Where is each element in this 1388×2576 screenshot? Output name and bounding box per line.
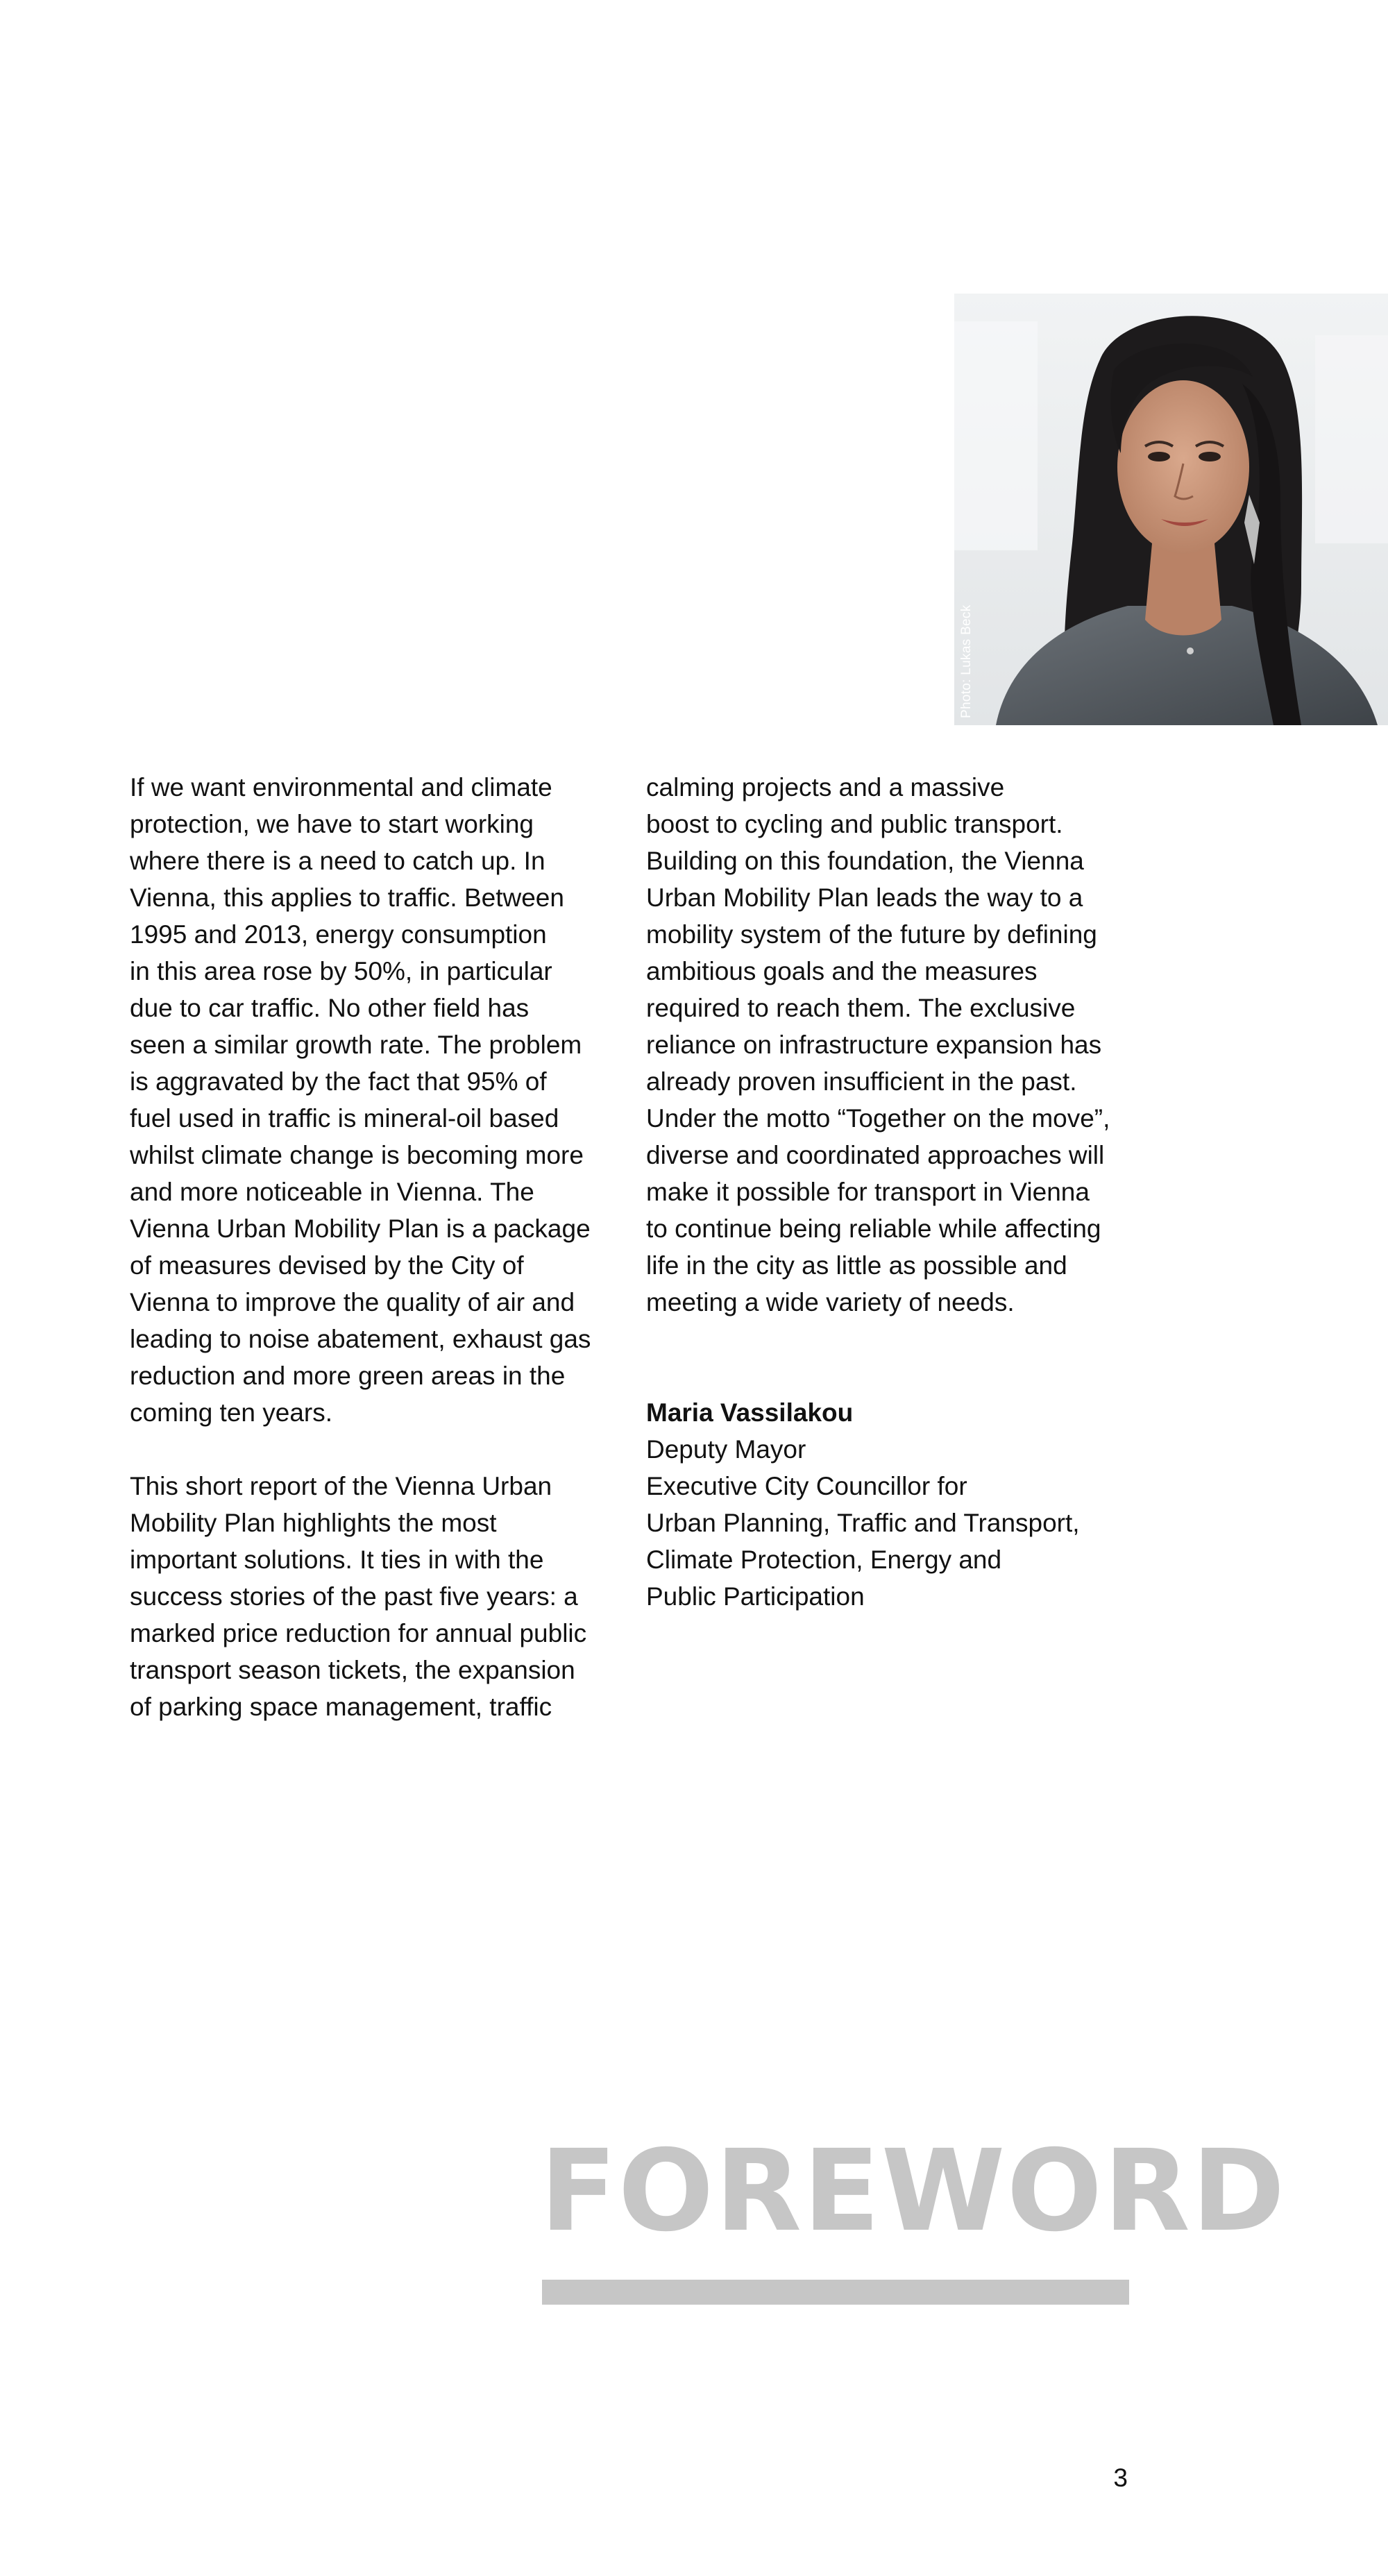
signatory-name: Maria Vassilakou	[646, 1398, 854, 1427]
signatory-title-line: Climate Protection, Energy and	[646, 1545, 1002, 1574]
portrait-photo	[954, 294, 1388, 725]
text-line: Urban Mobility Plan leads the way to a	[646, 883, 1083, 912]
signatory-title-line: Public Participation	[646, 1582, 865, 1611]
photo-credit: Photo: Lukas Beck	[959, 604, 974, 718]
text-line: fuel used in traffic is mineral-oil based	[130, 1104, 559, 1133]
text-line: Under the motto “Together on the move”,	[646, 1104, 1110, 1133]
text-line: of measures devised by the City of	[130, 1251, 524, 1280]
text-line: calming projects and a massive	[646, 773, 1005, 802]
text-line: to continue being reliable while affecting	[646, 1214, 1101, 1243]
signature-block	[646, 1394, 1146, 1615]
text-line: leading to noise abatement, exhaust gas	[130, 1325, 591, 1353]
text-line: whilst climate change is becoming more	[130, 1141, 584, 1169]
text-line: reduction and more green areas in the	[130, 1362, 566, 1390]
text-line: diverse and coordinated approaches will	[646, 1141, 1105, 1169]
portrait-illustration	[954, 294, 1388, 725]
text-line: Mobility Plan highlights the most	[130, 1509, 497, 1537]
text-line: make it possible for transport in Vienna	[646, 1178, 1090, 1206]
body-text-left-column	[130, 769, 629, 1725]
text-line: protection, we have to start working	[130, 810, 534, 838]
text-line: required to reach them. The exclusive	[646, 994, 1076, 1022]
section-title-underline	[542, 2280, 1129, 2305]
paragraph-report-summary	[130, 1468, 629, 1725]
text-line: marked price reduction for annual public	[130, 1619, 587, 1647]
text-line: meeting a wide variety of needs.	[646, 1288, 1015, 1316]
text-line: Vienna Urban Mobility Plan is a package	[130, 1214, 591, 1243]
body-text-right-column	[646, 769, 1146, 1615]
signatory-title-line: Deputy Mayor	[646, 1435, 806, 1464]
text-line: reliance on infrastructure expansion has	[646, 1031, 1102, 1059]
text-line: where there is a need to catch up. In	[130, 847, 545, 875]
text-line: is aggravated by the fact that 95% of	[130, 1067, 547, 1096]
signatory-title-line: Executive City Councillor for	[646, 1472, 967, 1500]
paragraph-continuation	[646, 769, 1146, 1321]
signature-spacer	[646, 1321, 1146, 1394]
text-line: transport season tickets, the expansion	[130, 1656, 575, 1684]
text-line: and more noticeable in Vienna. The	[130, 1178, 534, 1206]
page-number: 3	[1113, 2464, 1128, 2492]
text-line: important solutions. It ties in with the	[130, 1545, 544, 1574]
text-line: 1995 and 2013, energy consumption	[130, 920, 547, 949]
text-line: due to car traffic. No other field has	[130, 994, 530, 1022]
text-line: This short report of the Vienna Urban	[130, 1472, 552, 1500]
text-line: ambitious goals and the measures	[646, 957, 1038, 985]
text-line: boost to cycling and public transport.	[646, 810, 1063, 838]
text-line: life in the city as little as possible and	[646, 1251, 1067, 1280]
text-line: success stories of the past five years: a	[130, 1582, 578, 1611]
text-line: Building on this foundation, the Vienna	[646, 847, 1084, 875]
signatory-title-line: Urban Planning, Traffic and Transport,	[646, 1509, 1080, 1537]
text-line: of parking space management, traffic	[130, 1693, 552, 1721]
paragraph-intro	[130, 769, 629, 1431]
text-line: already proven insufficient in the past.	[646, 1067, 1077, 1096]
text-line: Vienna to improve the quality of air and	[130, 1288, 575, 1316]
section-title: FOREWORD	[540, 2126, 1287, 2257]
text-line: seen a similar growth rate. The problem	[130, 1031, 582, 1059]
text-line: coming ten years.	[130, 1398, 333, 1427]
text-line: Vienna, this applies to traffic. Between	[130, 883, 564, 912]
text-line: in this area rose by 50%, in particular	[130, 957, 552, 985]
text-line: mobility system of the future by defining	[646, 920, 1097, 949]
paragraph-spacer	[130, 1431, 629, 1468]
text-line: If we want environmental and climate	[130, 773, 552, 802]
